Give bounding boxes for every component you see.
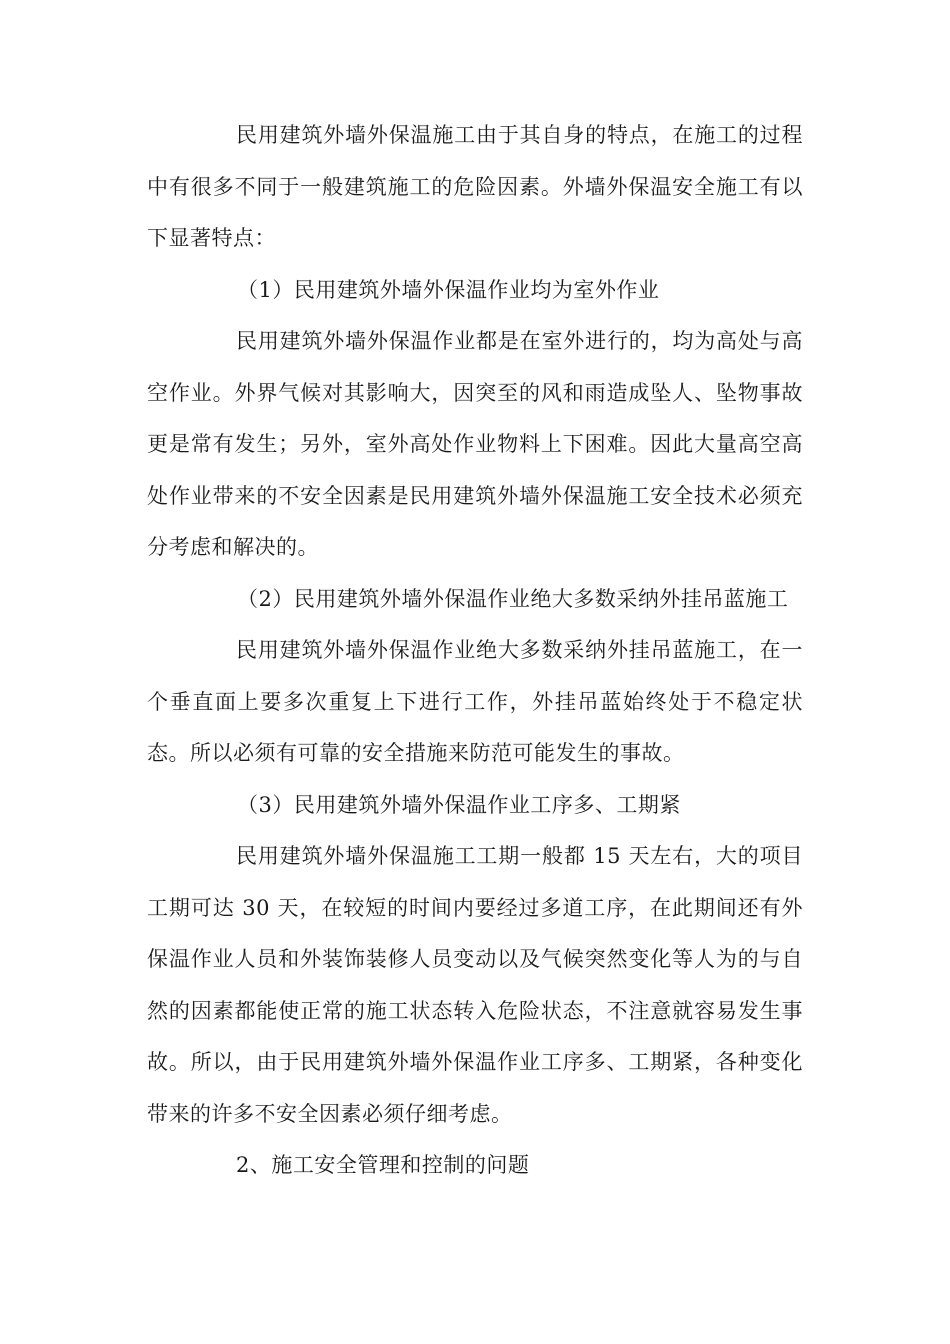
document-body bbox=[147, 110, 803, 1192]
paragraph-feature-2: 民用建筑外墙外保温作业绝大多数采纳外挂吊蓝施工，在一个垂直面上要多次重复上下进行工作，外挂吊蓝始终处于不稳定状态。所以必须有可靠的安全措施来防范可能发生的事故。 bbox=[147, 638, 803, 765]
heading-feature-3: （3）民用建筑外墙外保温作业工序多、工期紧 bbox=[237, 792, 681, 817]
heading-feature-2: （2）民用建筑外墙外保温作业绝大多数采纳外挂吊蓝施工 bbox=[237, 586, 789, 611]
paragraph-intro: 民用建筑外墙外保温施工由于其自身的特点，在施工的过程中有很多不同于一般建筑施工的危险因素。外墙外保温安全施工有以下显著特点： bbox=[147, 123, 803, 250]
paragraph-feature-1: 民用建筑外墙外保温作业都是在室外进行的，均为高处与高空作业。外界气候对其影响大，因突至的风和雨造成坠人、坠物事故更是常有发生；另外，室外高处作业物料上下困难。因此大量高空高处作业带来的不安全因素是民用建筑外墙外保温施工安全技术必须充分考虑和解决的。 bbox=[147, 329, 803, 559]
heading-feature-1: （1）民用建筑外墙外保温作业均为室外作业 bbox=[237, 277, 660, 302]
section-heading-2: 2、施工安全管理和控制的问题 bbox=[236, 1153, 530, 1177]
paragraph-feature-3: 民用建筑外墙外保温施工工期一般都 15 天左右，大的项目工期可达 30 天，在较短的时间内要经过多道工序，在此期间还有外保温作业人员和外装饰装修人员变动以及气候突然变化等人为的与自然的因素都能使正常的施工状态转入危险状态，不注意就容易发生事故。所以，由于民用建筑外墙外保温作业工序多、工期紧，各种变化带来的许多不安全因素必须仔细考虑。 bbox=[147, 844, 803, 1126]
